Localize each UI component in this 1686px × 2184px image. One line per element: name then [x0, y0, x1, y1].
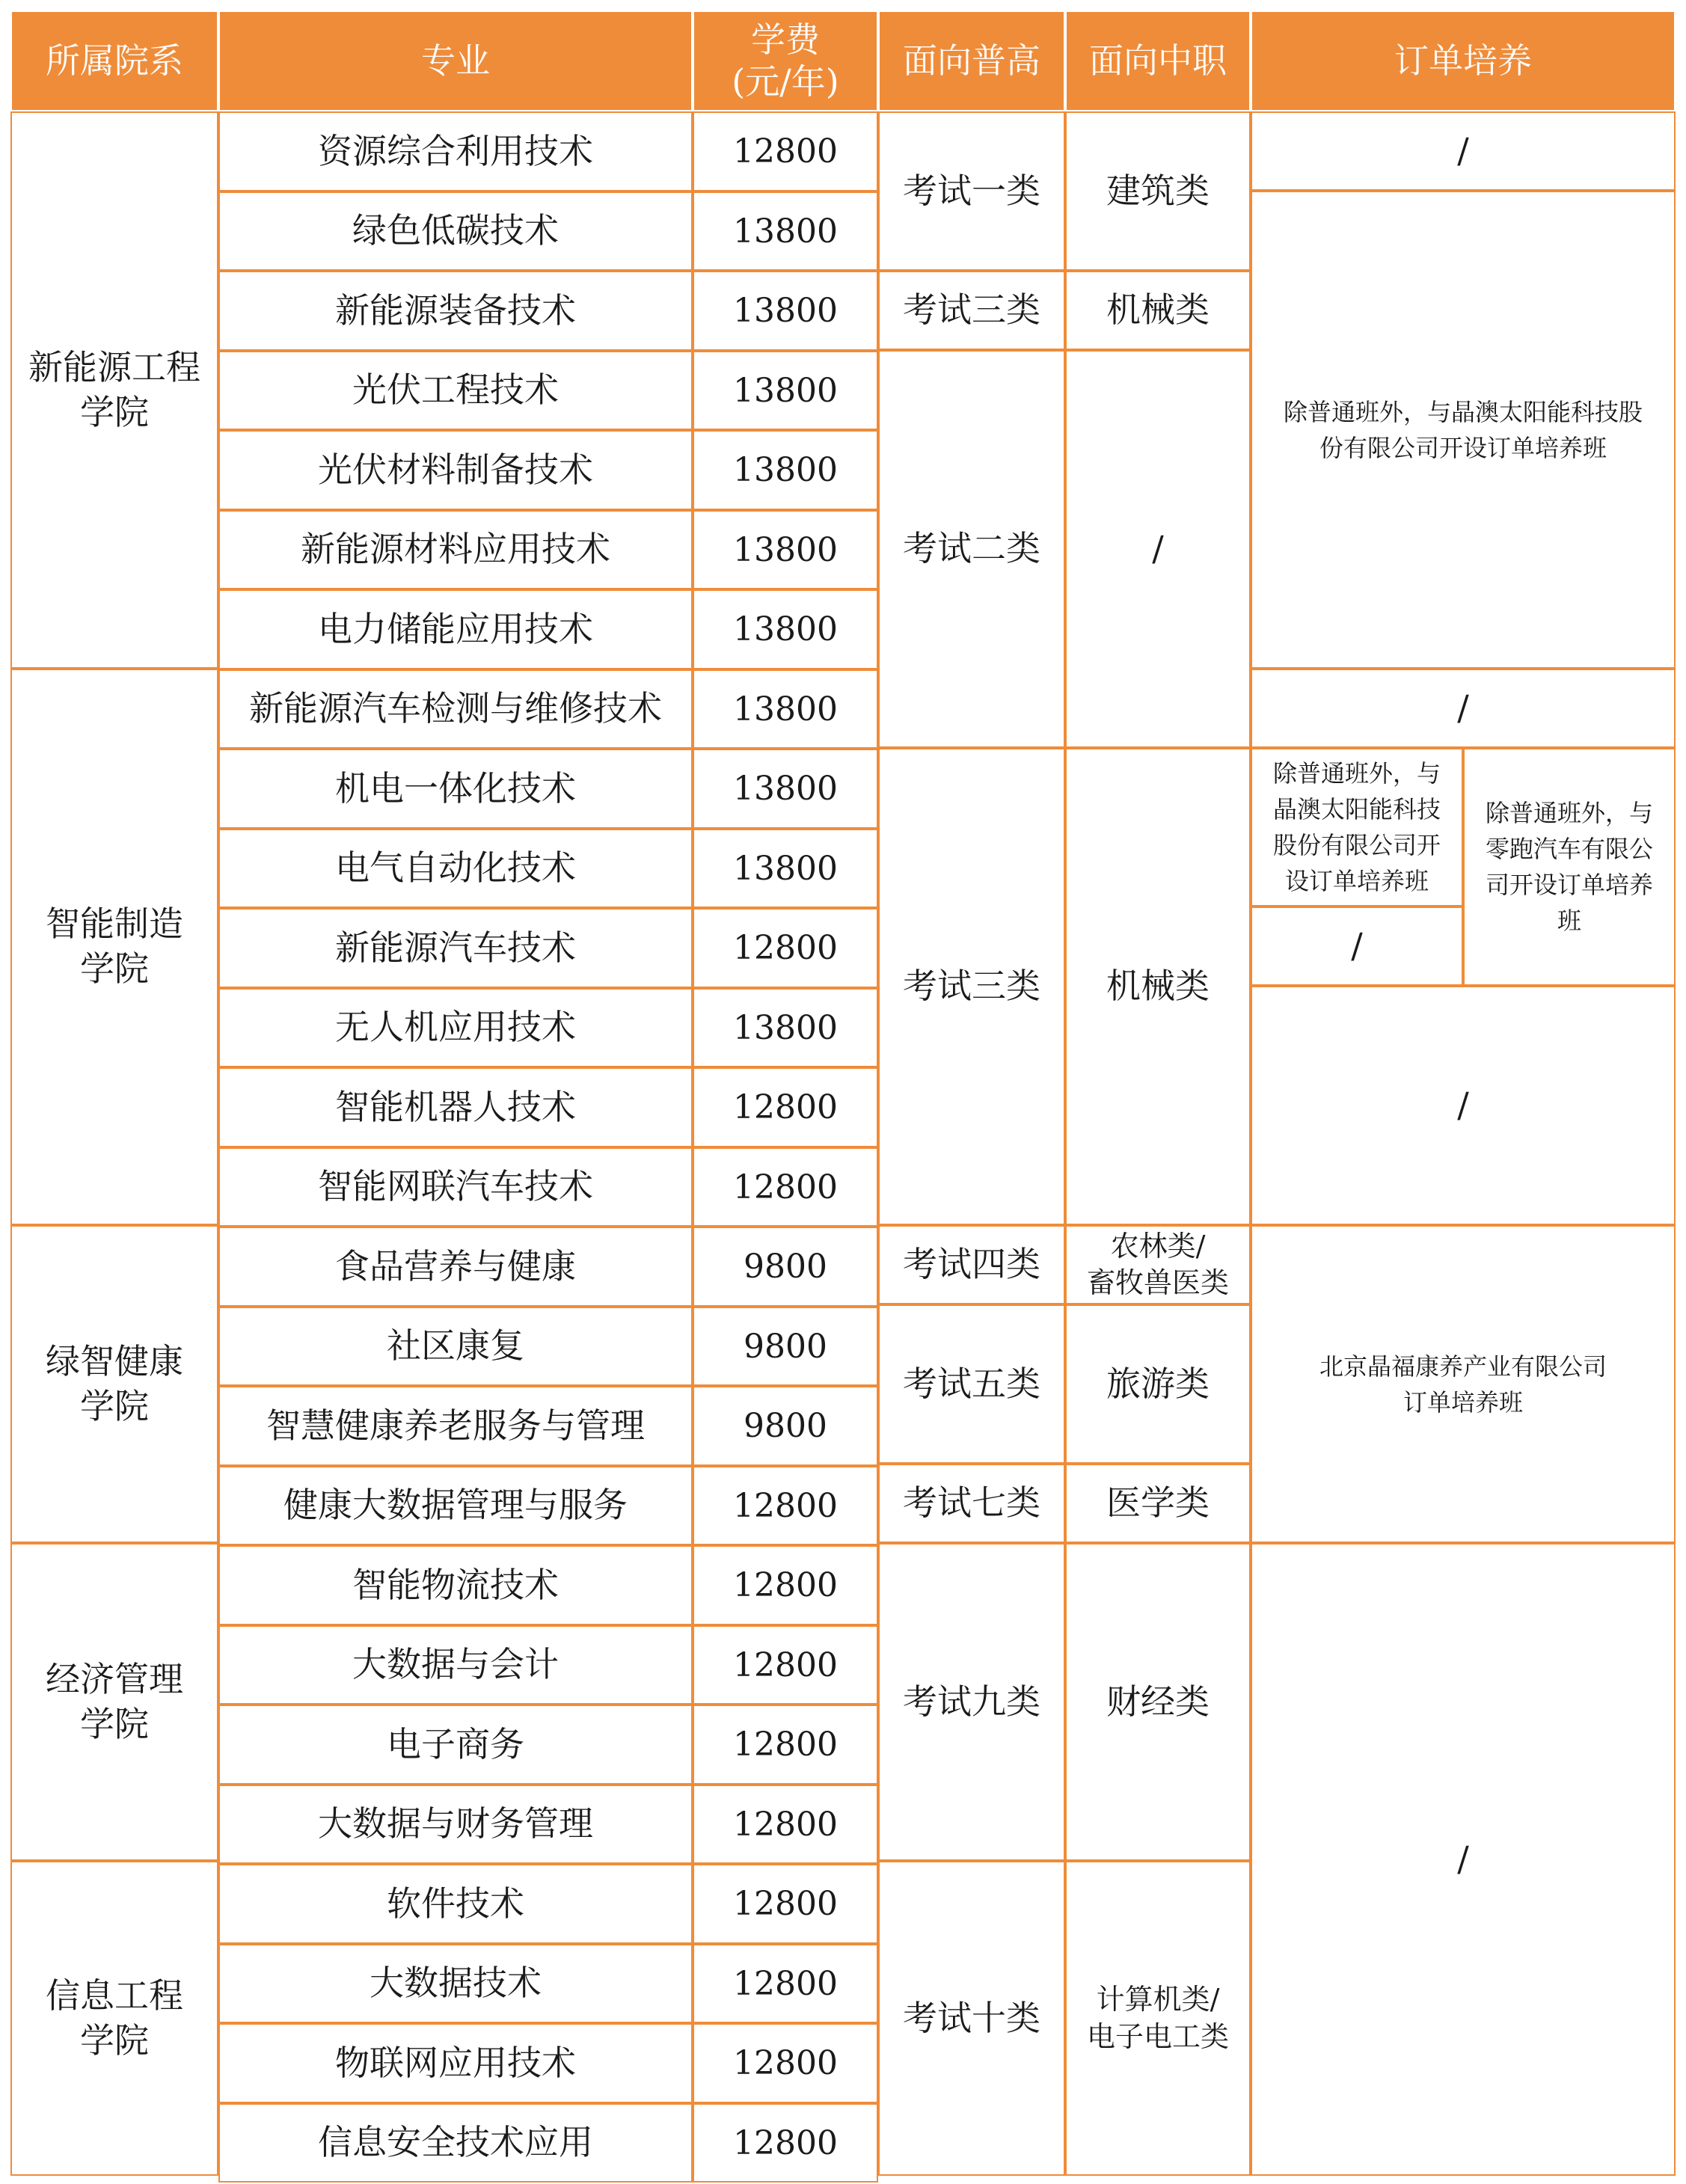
major-fee-cell [693, 2103, 878, 2183]
header-general [878, 10, 1065, 111]
major-name-cell [218, 988, 693, 1067]
general-exam-cell [878, 1304, 1065, 1464]
order-training-label: / [1457, 130, 1469, 171]
order-training-label: / [1351, 925, 1363, 966]
major-fee: 12800 [733, 1486, 838, 1525]
major-name-cell [218, 1307, 693, 1386]
major-name-cell [218, 351, 693, 430]
major-name-cell [218, 191, 693, 271]
major-fee-cell [693, 908, 878, 988]
major-fee-cell [693, 1625, 878, 1705]
major-fee: 12800 [733, 1168, 838, 1206]
major-fee: 9800 [744, 1407, 827, 1445]
major-name: 机电一体化技术 [335, 767, 576, 809]
major-fee-cell [693, 2023, 878, 2103]
header-fee-label: 学费 (元/年) [732, 19, 839, 102]
general-exam-cell [878, 1543, 1065, 1861]
major-name: 新能源汽车检测与维修技术 [249, 688, 662, 729]
order-training-label: 北京晶福康养产业有限公司 订单培养班 [1319, 1352, 1607, 1417]
vocational-exam-label: 财经类 [1106, 1681, 1210, 1722]
major-name: 无人机应用技术 [335, 1007, 576, 1048]
major-fee-cell [693, 829, 878, 908]
vocational-exam-cell [1065, 1464, 1251, 1543]
major-name-cell [218, 111, 693, 191]
vocational-exam-cell [1065, 350, 1251, 748]
major-fee-cell [693, 111, 878, 191]
major-fee: 13800 [733, 770, 838, 808]
header-fee [693, 10, 878, 111]
major-name-cell [218, 1785, 693, 1864]
vocational-exam-cell [1065, 1861, 1251, 2176]
order-training-label: / [1457, 687, 1469, 728]
major-name: 物联网应用技术 [335, 2042, 576, 2083]
major-fee: 13800 [733, 371, 838, 410]
major-fee: 12800 [733, 1726, 838, 1764]
major-name-cell [218, 271, 693, 351]
major-name-cell [218, 510, 693, 589]
major-name-cell [218, 1625, 693, 1705]
major-name: 电力储能应用技术 [318, 608, 593, 649]
order-training-label: / [1457, 1085, 1469, 1126]
general-exam-label: 考试十类 [903, 1997, 1040, 2038]
major-fee-cell [693, 589, 878, 669]
major-fee: 12800 [733, 1566, 838, 1604]
vocational-exam-cell [1065, 1304, 1251, 1464]
major-name: 电子商务 [387, 1723, 524, 1764]
order-training-cell [1251, 1225, 1676, 1543]
general-exam-label: 考试二类 [903, 528, 1040, 569]
major-name-cell [218, 430, 693, 510]
major-fee: 13800 [733, 530, 838, 569]
major-name: 食品营养与健康 [335, 1245, 576, 1286]
header-dept-label: 所属院系 [46, 40, 183, 81]
general-exam-label: 考试五类 [903, 1363, 1040, 1404]
major-fee: 12800 [733, 1805, 838, 1844]
vocational-exam-cell [1065, 1225, 1251, 1304]
major-name-cell [218, 1864, 693, 1944]
vocational-exam-cell [1065, 1543, 1251, 1861]
major-name-cell [218, 669, 693, 749]
vocational-exam-label: 旅游类 [1106, 1363, 1210, 1404]
major-name: 新能源汽车技术 [335, 927, 576, 968]
major-name: 健康大数据管理与服务 [283, 1485, 628, 1526]
order-training-label: 除普通班外，与 零跑汽车有限公 司开设订单培养 班 [1485, 799, 1653, 935]
major-name: 智能物流技术 [352, 1564, 559, 1605]
major-fee: 12800 [733, 1088, 838, 1126]
major-fee: 12800 [733, 2123, 838, 2162]
order-training-cell [1251, 907, 1463, 986]
major-name-cell [218, 589, 693, 669]
major-fee: 12800 [733, 1645, 838, 1684]
major-fee-cell [693, 271, 878, 351]
general-exam-label: 考试三类 [903, 966, 1040, 1007]
major-fee-cell [693, 1307, 878, 1386]
general-exam-label: 考试一类 [903, 170, 1040, 211]
major-name-cell [218, 1147, 693, 1227]
major-name: 智慧健康养老服务与管理 [266, 1405, 645, 1446]
major-fee: 13800 [733, 212, 838, 251]
dept-economic-management [10, 1543, 218, 1861]
major-name-cell [218, 2023, 693, 2103]
general-exam-cell [878, 271, 1065, 350]
major-fee: 13800 [733, 849, 838, 888]
header-major-label: 专业 [421, 40, 490, 81]
order-training-cell [1251, 191, 1676, 669]
major-fee-cell [693, 988, 878, 1067]
major-fee-cell [693, 510, 878, 589]
major-fee-cell [693, 351, 878, 430]
vocational-exam-label: 医学类 [1106, 1482, 1210, 1524]
major-name-cell [218, 1067, 693, 1147]
major-fee: 13800 [733, 292, 838, 330]
general-exam-cell [878, 1225, 1065, 1304]
major-name: 大数据与财务管理 [318, 1803, 593, 1844]
vocational-exam-cell [1065, 111, 1251, 271]
dept-label: 智能制造 学院 [46, 904, 183, 989]
major-fee: 9800 [744, 1248, 827, 1286]
major-fee-cell [693, 1545, 878, 1625]
header-vocational-label: 面向中职 [1089, 40, 1227, 81]
major-name-cell [218, 2103, 693, 2183]
major-name: 智能网联汽车技术 [318, 1166, 593, 1207]
major-fee-cell [693, 1705, 878, 1785]
major-fee-cell [693, 1944, 878, 2023]
general-exam-cell [878, 350, 1065, 748]
order-training-label: 除普通班外，与晶澳太阳能科技股 份有限公司开设订单培养班 [1283, 397, 1643, 462]
dept-new-energy [10, 111, 218, 669]
dept-label: 绿智健康 学院 [46, 1340, 183, 1426]
major-fee: 9800 [744, 1327, 827, 1366]
major-name-cell [218, 1705, 693, 1785]
vocational-exam-label: 建筑类 [1106, 170, 1210, 211]
major-fee-cell [693, 1466, 878, 1545]
header-dept [10, 10, 218, 111]
general-exam-cell [878, 111, 1065, 271]
general-exam-label: 考试九类 [903, 1681, 1040, 1722]
major-name: 智能机器人技术 [335, 1086, 576, 1127]
major-fee: 12800 [733, 132, 838, 171]
major-name: 社区康复 [387, 1325, 524, 1366]
major-name: 光伏工程技术 [352, 369, 559, 411]
major-name-cell [218, 1466, 693, 1545]
order-training-cell [1251, 1543, 1676, 2176]
dept-label: 经济管理 学院 [46, 1658, 183, 1744]
dept-information-engineering [10, 1861, 218, 2176]
major-fee: 13800 [733, 610, 838, 648]
general-exam-cell [878, 748, 1065, 1225]
major-fee-cell [693, 1785, 878, 1864]
major-fee-cell [693, 1067, 878, 1147]
major-fee-cell [693, 1227, 878, 1307]
order-training-cell [1251, 748, 1463, 907]
major-name: 大数据与会计 [352, 1644, 559, 1685]
vocational-exam-cell [1065, 748, 1251, 1225]
vocational-exam-label: 计算机类/ 电子电工类 [1086, 1983, 1229, 2053]
major-name: 资源综合利用技术 [318, 130, 593, 171]
order-training-label: / [1457, 1838, 1469, 1880]
major-fee: 12800 [733, 2044, 838, 2082]
header-major [218, 10, 693, 111]
major-name: 光伏材料制备技术 [318, 449, 593, 490]
major-name: 新能源装备技术 [335, 289, 576, 331]
major-name: 绿色低碳技术 [352, 210, 559, 251]
vocational-exam-label: 农林类/ 畜牧兽医类 [1086, 1229, 1229, 1299]
header-vocational [1065, 10, 1251, 111]
vocational-exam-cell [1065, 271, 1251, 350]
major-fee-cell [693, 1386, 878, 1466]
major-name-cell [218, 749, 693, 829]
major-name-cell [218, 829, 693, 908]
order-training-label: 除普通班外，与 晶澳太阳能科技 股份有限公司开 设订单培养班 [1272, 759, 1441, 895]
general-exam-label: 考试七类 [903, 1482, 1040, 1524]
order-training-cell [1251, 986, 1676, 1225]
major-fee: 13800 [733, 690, 838, 728]
major-fee: 12800 [733, 929, 838, 967]
vocational-exam-label: / [1152, 528, 1164, 569]
major-name-cell [218, 908, 693, 988]
major-name: 软件技术 [387, 1883, 524, 1924]
header-order-label: 订单培养 [1394, 40, 1532, 81]
major-fee-cell [693, 669, 878, 749]
major-fee-cell [693, 191, 878, 271]
major-fee: 13800 [733, 451, 838, 489]
major-name-cell [218, 1227, 693, 1307]
major-fee-cell [693, 1864, 878, 1944]
major-fee: 12800 [733, 1964, 838, 2003]
vocational-exam-label: 机械类 [1106, 289, 1210, 331]
major-name: 信息安全技术应用 [318, 2122, 593, 2163]
major-fee: 13800 [733, 1008, 838, 1047]
general-exam-label: 考试三类 [903, 289, 1040, 331]
major-name: 新能源材料应用技术 [301, 529, 610, 570]
major-name-cell [218, 1944, 693, 2023]
order-training-cell [1251, 111, 1676, 191]
major-name-cell [218, 1386, 693, 1466]
general-exam-label: 考试四类 [903, 1244, 1040, 1285]
major-name: 大数据技术 [370, 1963, 542, 2004]
dept-label: 信息工程 学院 [46, 1975, 183, 2061]
major-fee: 12800 [733, 1885, 838, 1923]
general-exam-cell [878, 1464, 1065, 1543]
header-general-label: 面向普高 [903, 40, 1040, 81]
dept-green-health [10, 1225, 218, 1543]
major-fee-cell [693, 749, 878, 829]
major-name-cell [218, 1545, 693, 1625]
dept-intelligent-manufacturing [10, 669, 218, 1225]
header-order [1251, 10, 1676, 111]
order-training-cell [1463, 748, 1676, 986]
major-fee-cell [693, 1147, 878, 1227]
order-training-cell [1251, 669, 1676, 748]
major-fee-cell [693, 430, 878, 510]
dept-label: 新能源工程 学院 [28, 346, 200, 432]
vocational-exam-label: 机械类 [1106, 966, 1210, 1007]
general-exam-cell [878, 1861, 1065, 2176]
major-name: 电气自动化技术 [335, 847, 576, 889]
